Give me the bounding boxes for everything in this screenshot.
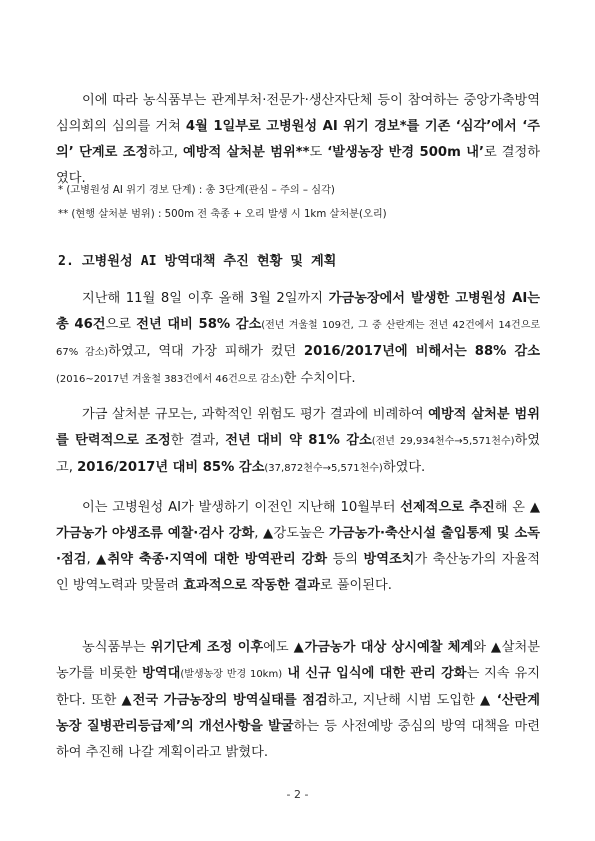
section-heading: 2. 고병원성 AI 방역대책 추진 현황 및 계획 — [58, 254, 337, 269]
footnote-alert-levels: * (고병원성 AI 위기 경보 단계) : 총 3단계(관심 – 주의 – 심각) — [58, 185, 335, 196]
paragraph-outbreak-statistics: 지난해 11월 8일 이후 올해 3월 2일까지 가금농장에서 발생한 고병원성 AI는 총 46건으로 전년 대비 58% 감소(전년 겨울철 109건, 그 중 산란계는 전년 42건에서 14건으로 67% 감소)하였고, 역대 가장 피해가 컸던 2016/2017년에 비해서는 88% 감소(2016~2017년 겨울철 383건에서 46건으로 감소)한 수치이다. — [56, 291, 541, 386]
paragraph-risk-level-adjustment: 이에 따라 농식품부는 관계부처·전문가·생산자단체 등이 참여하는 중앙가축방역심의회의 심의를 거쳐 4월 1일부로 고병원성 AI 위기 경보*를 기존 ‘심각’에서 ‘주의’ 단계로 조정하고, 예방적 살처분 범위**도 ‘발생농장 반경 500m 내’로 결정하였다. — [56, 93, 540, 186]
footnote-culling-range: ** (현행 살처분 범위) : 500m 전 축종 + 오리 발생 시 1km 살처분(오리) — [58, 209, 387, 220]
page-number: - 2 - — [286, 788, 309, 801]
paragraph-preemptive-measures: 이는 고병원성 AI가 발생하기 이전인 지난해 10월부터 선제적으로 추진해 온 ▲가금농가 야생조류 예찰·검사 강화, ▲강도높은 가금농가·축산시설 출입통제 및 소독·점검, ▲취약 축종·지역에 대한 방역관리 강화 등의 방역조치가 축산농가의 자율적인 방역노력과 맞물려 효과적으로 작동한 결과로 풀이된다. — [56, 500, 540, 593]
paragraph-culling-scale: 가금 살처분 규모는, 과학적인 위험도 평가 결과에 비례하여 예방적 살처분 범위를 탄력적으로 조정한 결과, 전년 대비 약 81% 감소(전년 29,934천수→5,571천수)하였고, 2016/2017년 대비 85% 감소(37,872천수→5,571천수)하였다. — [56, 407, 540, 475]
paragraph-future-plans: 농식품부는 위기단계 조정 이후에도 ▲가금농가 대상 상시예찰 체계와 ▲살처분 농가를 비롯한 방역대(발생농장 반경 10km) 내 신규 입식에 대한 관리 강화는 지속 유지한다. 또한 ▲전국 가금농장의 방역실태를 점검하고, 지난해 시범 도입한 ▲ ‘산란계 농장 질병관리등급제’의 개선사항을 발굴하는 등 사전예방 중심의 방역 대책을 마련하여 추진해 나갈 계획이라고 밝혔다. — [56, 640, 541, 760]
